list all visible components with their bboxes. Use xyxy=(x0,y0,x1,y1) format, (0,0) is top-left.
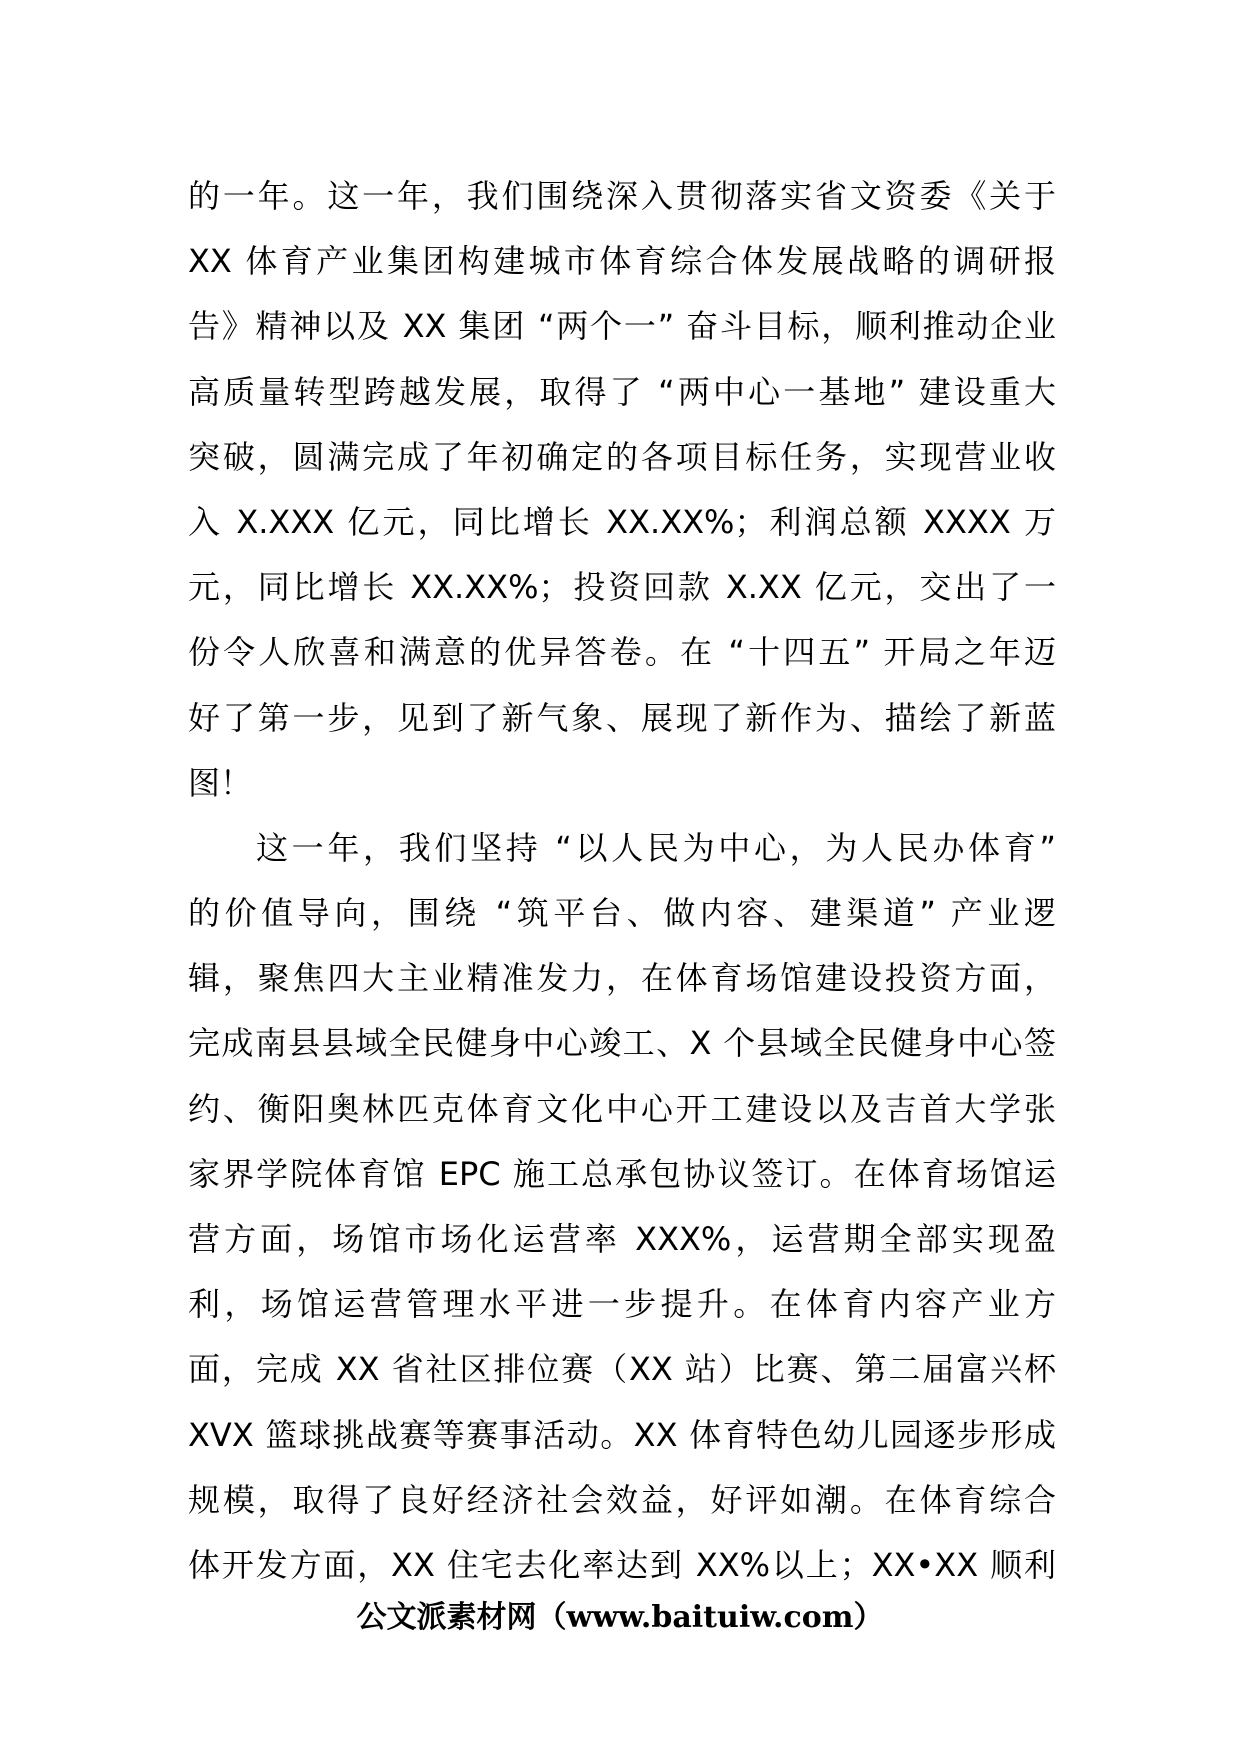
text-line: 高质量转型跨越发展，取得了 “两中心一基地” 建设重大 xyxy=(188,372,1056,411)
text-line: 面，完成 XX 省社区排位赛（XX 站）比赛、第二届富兴杯 xyxy=(188,1350,1056,1389)
text-line: 的价值导向，围绕 “筑平台、做内容、建渠道” 产业逻 xyxy=(188,894,1056,933)
text-line: 营方面，场馆市场化运营率 XXX%，运营期全部实现盈 xyxy=(188,1220,1056,1258)
text-line: 完成南县县域全民健身中心竣工、X 个县域全民健身中心签 xyxy=(188,1024,1056,1063)
text-line: 体开发方面，XX 住宅去化率达到 XX%以上；XX•XX 顺利 xyxy=(188,1545,1056,1584)
document-body xyxy=(188,164,1056,1598)
text-line: 辑，聚焦四大主业精准发力，在体育场馆建设投资方面， xyxy=(188,959,1056,998)
text-line: XX 体育产业集团构建城市体育综合体发展战略的调研报 xyxy=(188,242,1056,281)
text-line: 入 X.XXX 亿元，同比增长 XX.XX%；利润总额 XXXX 万 xyxy=(188,502,1056,541)
text-line: 规模，取得了良好经济社会效益，好评如潮。在体育综合 xyxy=(188,1480,1056,1519)
text-line: 约、衡阳奥林匹克体育文化中心开工建设以及吉首大学张 xyxy=(188,1089,1056,1128)
text-line: 家界学院体育馆 EPC 施工总承包协议签订。在体育场馆运 xyxy=(188,1154,1056,1193)
text-line: XVX 篮球挑战赛等赛事活动。XX 体育特色幼儿园逐步形成 xyxy=(188,1415,1056,1454)
text-line: 图！ xyxy=(188,763,253,802)
text-line: 份令人欣喜和满意的优异答卷。在 “十四五” 开局之年迈 xyxy=(188,633,1056,672)
paragraph-1 xyxy=(188,164,1056,816)
text-line: 好了第一步，见到了新气象、展现了新作为、描绘了新蓝 xyxy=(188,698,1056,737)
text-line: 元，同比增长 XX.XX%；投资回款 X.XX 亿元，交出了一 xyxy=(188,568,1056,607)
text-line: 告》精神以及 XX 集团 “两个一” 奋斗目标，顺利推动企业 xyxy=(188,307,1056,346)
text-line: 的一年。这一年，我们围绕深入贯彻落实省文资委《关于 xyxy=(188,177,1056,215)
text-line: 突破，圆满完成了年初确定的各项目标任务，实现营业收 xyxy=(188,437,1056,476)
page-footer: 公文派素材网（www.baituiw.com） xyxy=(356,1600,884,1635)
paragraph-2 xyxy=(188,816,1056,1598)
text-line: 这一年，我们坚持 “以人民为中心，为人民办体育” xyxy=(256,828,1056,867)
text-line: 利，场馆运营管理水平进一步提升。在体育内容产业方 xyxy=(188,1285,1056,1324)
